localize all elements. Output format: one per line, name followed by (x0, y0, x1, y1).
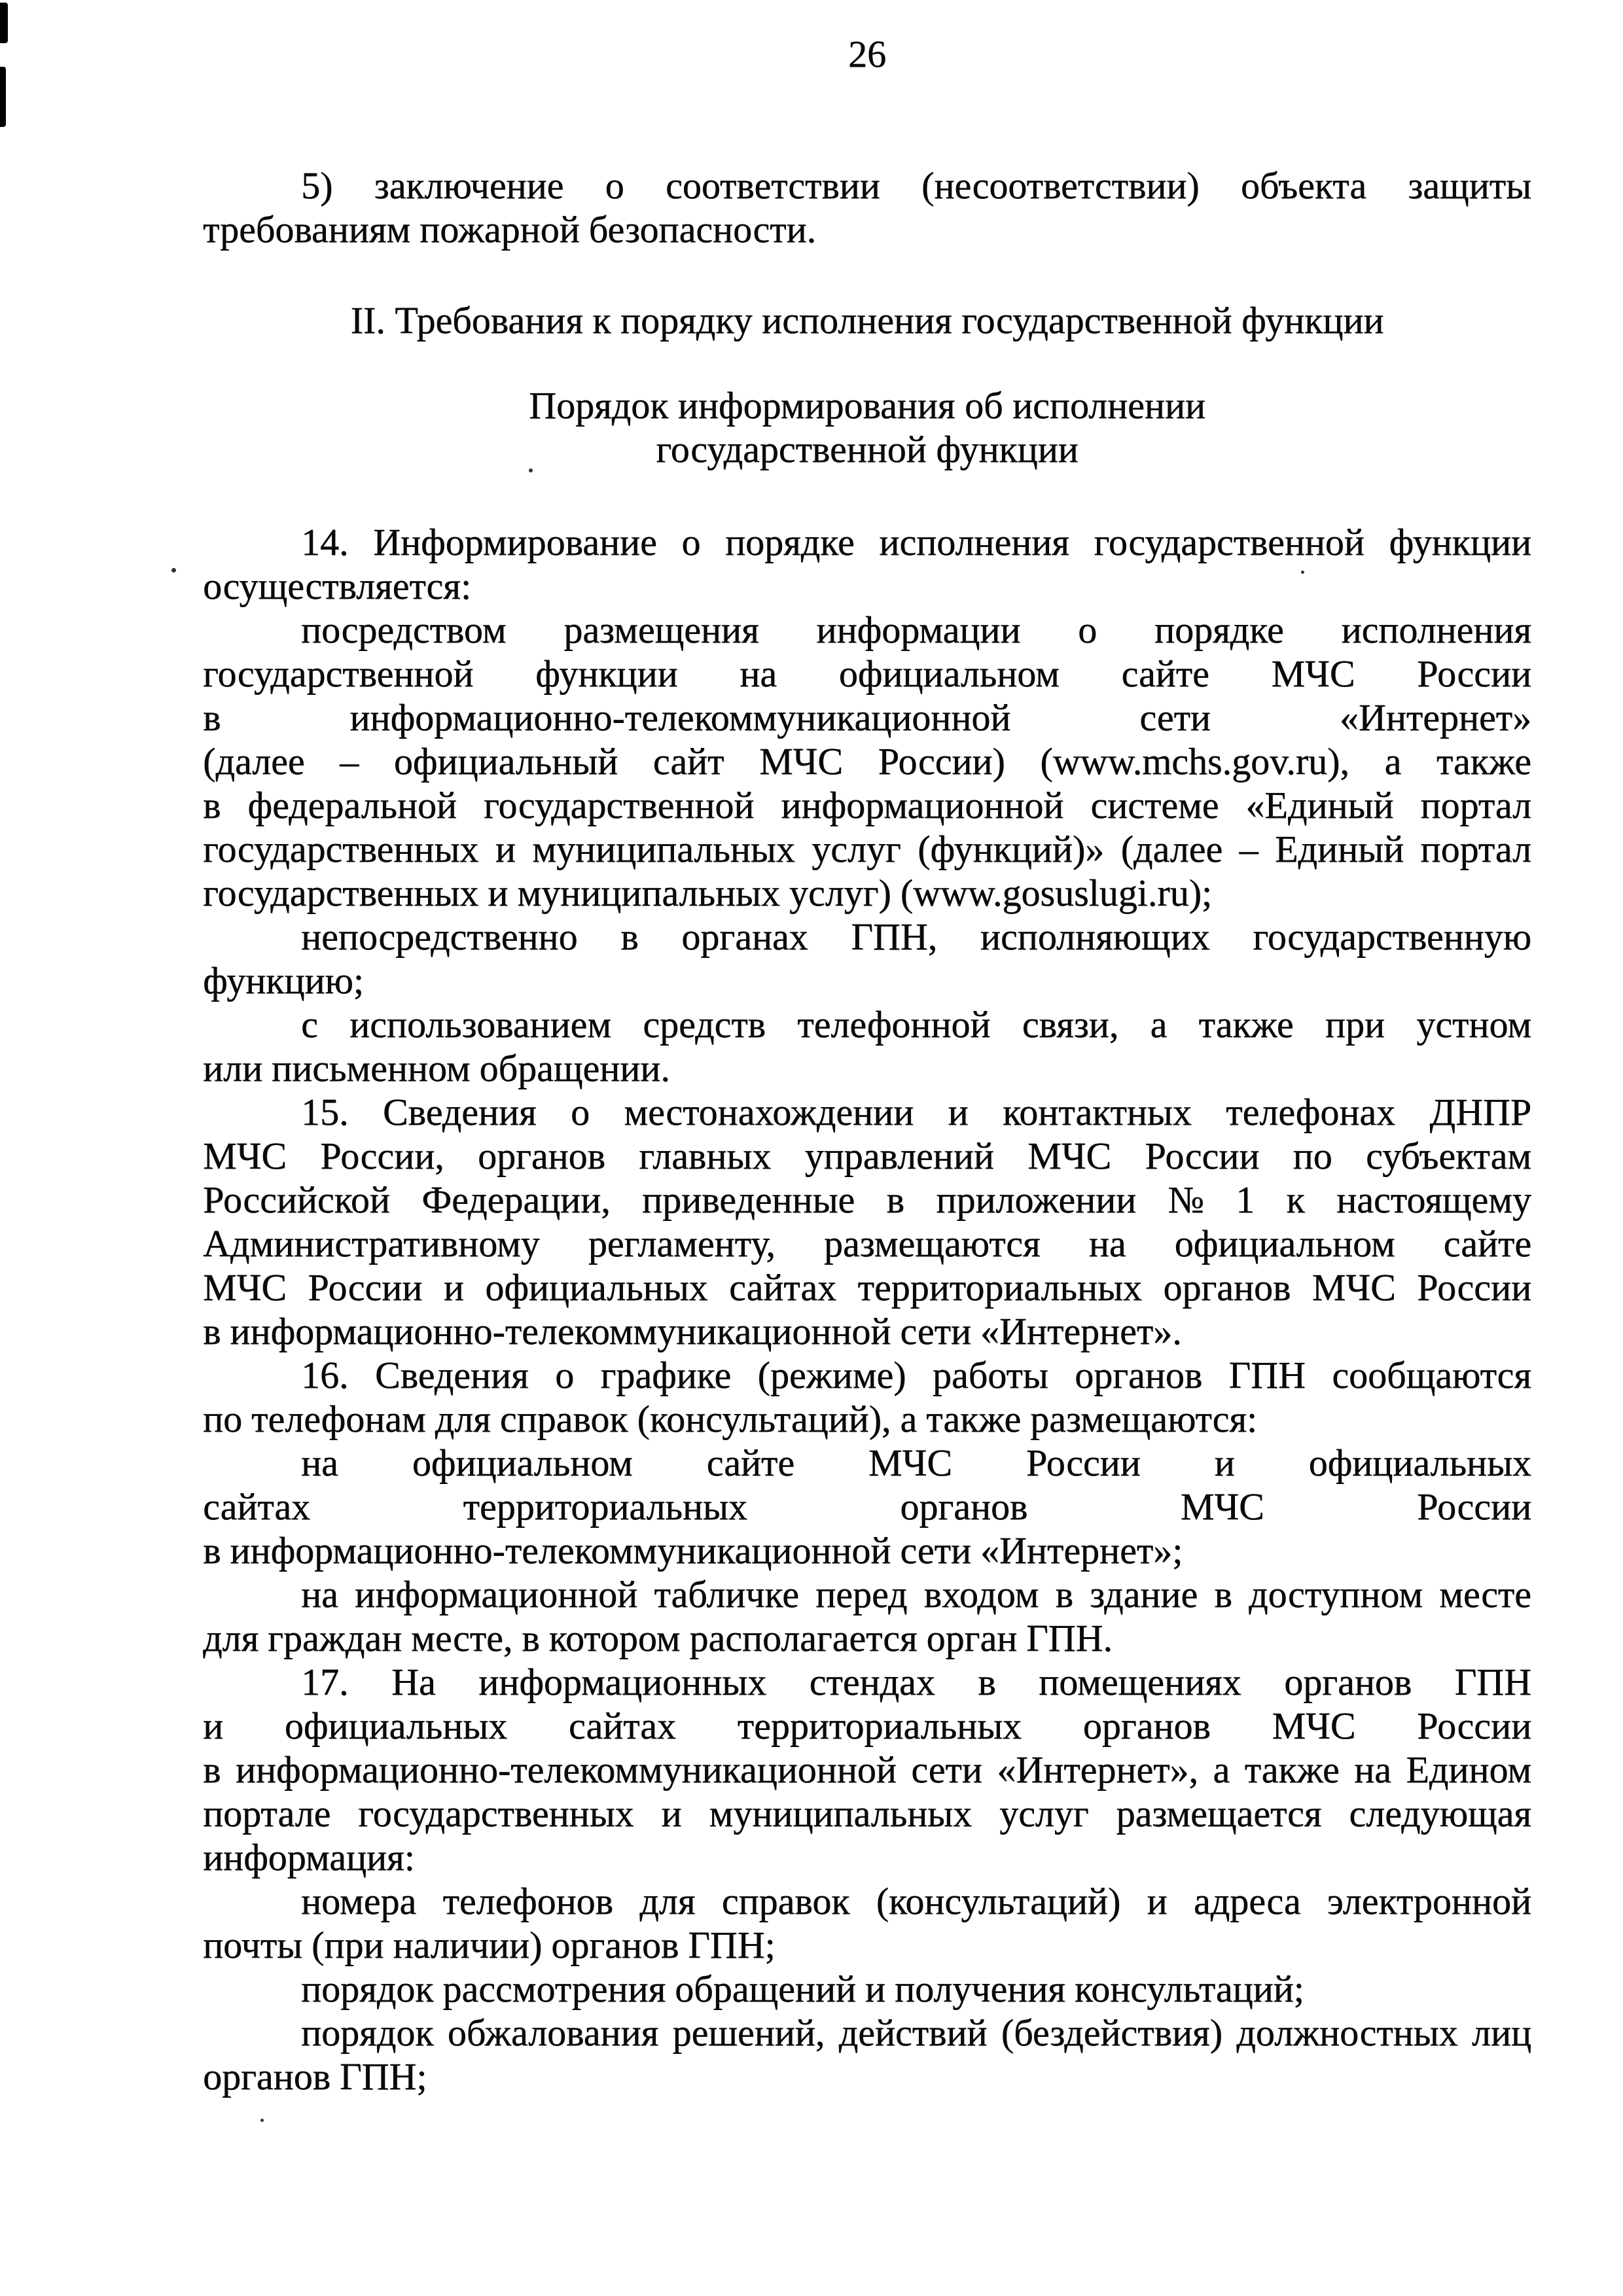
scan-edge-smudge (0, 3, 8, 43)
text-line: порядок обжалования решений, действий (бездействия) должностных лиц (301, 2011, 1531, 2054)
text-line: II. Требования к порядку исполнения государственной функции (350, 299, 1384, 342)
text-line: по телефонам для справок (консультаций), а также размещаются: (203, 1398, 1258, 1440)
text-line: Порядок информирования об исполнении (529, 384, 1205, 427)
text-line: в информационно-телекоммуникационной сети «Интернет». (203, 1310, 1182, 1352)
section-heading (203, 298, 1531, 342)
text-line: 17. На информационных стендах в помещениях органов ГПН (301, 1661, 1531, 1703)
text-line: для граждан месте, в котором располагается орган ГПН. (203, 1617, 1113, 1659)
text-line: с использованием средств телефонной связи, а также при устном (301, 1003, 1531, 1046)
text-line: в информационно-телекоммуникационной сети «Интернет»; (203, 1529, 1183, 1572)
text-line: сайтах территориальных органов МЧС России (203, 1485, 1531, 1528)
text-line: (далее – официальный сайт МЧС России) (www.mchs.gov.ru), а также (203, 740, 1531, 783)
text-line: на информационной табличке перед входом в здание в доступном месте (301, 1573, 1531, 1616)
text-line: МЧС России, органов главных управлений МЧС России по субъектам (203, 1135, 1531, 1177)
text-line: Административному регламенту, размещаются на официальном сайте (203, 1222, 1531, 1265)
text-line: и официальных сайтах территориальных органов МЧС России (203, 1704, 1531, 1747)
text-line: 16. Сведения о графике (режиме) работы органов ГПН сообщаются (301, 1354, 1531, 1396)
text-line: в информационно-телекоммуникационной сети «Интернет», а также на Едином (203, 1748, 1531, 1791)
scan-speck (260, 2119, 264, 2122)
text-column (203, 164, 1531, 2098)
text-line: МЧС России и официальных сайтах территориальных органов МЧС России (203, 1266, 1531, 1309)
text-line: требованиям пожарной безопасности. (203, 208, 817, 251)
text-line: или письменном обращении. (203, 1047, 670, 1089)
section-heading (203, 383, 1531, 471)
text-line: 5) заключение о соответствии (несоответствии) объекта защиты (301, 164, 1531, 207)
page-number: 26 (848, 33, 886, 75)
text-line: 15. Сведения о местонахождении и контактных телефонах ДНПР (301, 1091, 1531, 1133)
text-line: государственных и муниципальных услуг (функций)» (далее – Единый портал (203, 828, 1531, 870)
text-line: портале государственных и муниципальных услуг размещается следующая (203, 1792, 1531, 1835)
text-line: в информационно-телекоммуникационной сети «Интернет» (203, 696, 1531, 739)
text-line: государственных и муниципальных услуг) (www.gosuslugi.ru); (203, 872, 1213, 914)
text-line: непосредственно в органах ГПН, исполняющих государственную (301, 915, 1531, 958)
text-line: посредством размещения информации о порядке исполнения (301, 609, 1531, 651)
scan-speck (171, 568, 176, 573)
text-line: осуществляется: (203, 565, 471, 607)
scan-edge-smudge (0, 67, 6, 127)
paragraph-block (203, 520, 1531, 2098)
text-line: в федеральной государственной информационной системе «Единый портал (203, 784, 1531, 826)
text-line: функцию; (203, 959, 364, 1002)
text-line: на официальном сайте МЧС России и официальных (301, 1441, 1531, 1484)
paragraph-block (203, 164, 1531, 251)
text-line: государственной функции (656, 428, 1079, 470)
text-line: почты (при наличии) органов ГПН; (203, 1924, 776, 1966)
text-line: номера телефонов для справок (консультаций) и адреса электронной (301, 1880, 1531, 1922)
text-line: 14. Информирование о порядке исполнения государственной функции (301, 521, 1531, 563)
text-line: Российской Федерации, приведенные в приложении № 1 к настоящему (203, 1178, 1531, 1221)
text-line: органов ГПН; (203, 2055, 427, 2098)
text-line: информация: (203, 1836, 415, 1879)
text-line: государственной функции на официальном сайте МЧС России (203, 652, 1531, 695)
text-line: порядок рассмотрения обращений и получения консультаций; (301, 1968, 1304, 2010)
